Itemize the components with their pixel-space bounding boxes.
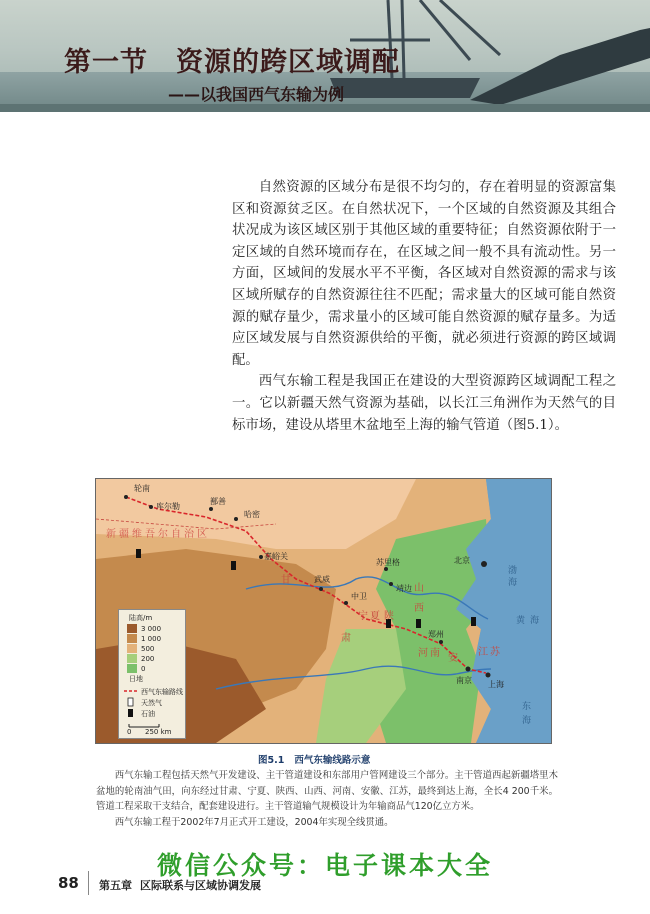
body-paragraph-1: 自然资源的区域分布是很不均匀的，存在着明显的资源富集区和资源贫乏区。在自然状况下，一个区域的自然资源及其组合状况成为该区域区别于其他区域的重要特征；自然资源依附于一定区域的自然环境而存在，在区域之间一般不具有流动性。另一方面，区域间的发展水平不平衡，各区域对自然资源的需求与该区域所赋存的自然资源往往不匹配；需求量大的区域可能自然资源的赋存量少，需求量小的区域可能自然资源的赋存量多。为适应区域发展与自然资源供给的平衡，就必须进行资源的跨区域调配。 xyxy=(232,180,616,368)
map-region-xinjiang: 新疆维吾尔自治区 xyxy=(106,529,210,540)
map-label-zhongwei: 中卫 xyxy=(351,592,367,601)
map-label-kuerle: 库尔勒 xyxy=(156,502,180,511)
map-region-shan: 山 xyxy=(414,583,426,594)
map-sea-bo: 渤 xyxy=(508,566,518,576)
map-label-shanghai: 上海 xyxy=(488,680,504,689)
map-sea-huang: 黄 xyxy=(516,616,526,626)
legend-title: 陆高/m xyxy=(129,614,153,622)
pipeline-map xyxy=(95,478,552,744)
map-region-anhui: 安 xyxy=(448,653,460,664)
map-label-jingbian: 靖边 xyxy=(396,584,412,593)
map-sea-dong-hai: 海 xyxy=(522,716,532,726)
map-region-ningxia: 宁夏 xyxy=(358,611,382,622)
map-label-nanjing: 南京 xyxy=(456,676,472,685)
footer-divider xyxy=(88,871,89,895)
figure-note-2: 西气东输工程于2002年7月正式开工建设，2004年实现全线贯通。 xyxy=(114,816,394,828)
map-legend xyxy=(118,609,186,739)
map-sea-dong: 东 xyxy=(522,702,532,712)
body-paragraph-2: 西气东输工程是我国正在建设的大型资源跨区域调配工程之一。它以新疆天然气资源为基础，以长江三角洲作为天然气的目标市场，建设从塔里木盆地至上海的输气管道（图5.1）。 xyxy=(232,374,616,433)
map-label-zhengzhou: 郑州 xyxy=(428,630,444,639)
legend-below-sea: 日地 xyxy=(129,675,143,683)
map-region-gan: 甘 xyxy=(281,575,293,586)
map-region-shaanxi: 陕 xyxy=(384,611,396,622)
legend-level-1000: 1 000 xyxy=(141,635,162,643)
map-label-jiayuguan: 嘉峪关 xyxy=(264,552,288,561)
figure-note xyxy=(96,768,558,830)
map-label-hami: 哈密 xyxy=(244,510,260,519)
figure-number: 图5.1 xyxy=(258,755,285,766)
map-region-xi: 西 xyxy=(414,603,426,614)
map-label-shanshan: 鄯善 xyxy=(210,497,226,506)
map-region-jiangsu: 江苏 xyxy=(478,647,502,658)
map-label-wuwei: 武威 xyxy=(314,575,330,584)
running-head xyxy=(99,877,261,893)
page-subtitle: ——以我国西气东输为例 xyxy=(168,85,345,104)
body-text xyxy=(232,177,616,436)
map-label-luntai: 轮南 xyxy=(134,484,150,493)
legend-level-0: 0 xyxy=(141,665,146,673)
legend-oil: 石油 xyxy=(141,710,155,718)
watermark-text: 微信公众号：电子课本大全 xyxy=(156,851,493,880)
legend-pipeline: 西气东输路线 xyxy=(141,688,183,696)
map-sea-huang-hai: 海 xyxy=(530,616,540,626)
legend-level-500: 500 xyxy=(141,645,155,653)
running-head-title: 区际联系与区域协调发展 xyxy=(140,879,261,892)
map-sea-bo-hai: 海 xyxy=(508,578,518,588)
map-label-beijing: 北京 xyxy=(454,556,470,565)
legend-level-3000: 3 000 xyxy=(141,625,162,633)
map-label-sulige: 苏里格 xyxy=(376,558,400,567)
map-region-su: 肃 xyxy=(341,633,353,644)
figure-caption-text: 西气东输线路示意 xyxy=(294,755,371,766)
figure-note-1: 西气东输工程包括天然气开发建设、主干管道建设和东部用户管网建设三个部分。主干管道西起新疆塔里木盆地的轮南油气田，向东经过甘肃、宁夏、陕西、山西、河南、安徽、江苏，最终到达上海，全长4 200千米。管道工程采取干支结合，配套建设进行。主干管道输气规模设计为年输商品气120亿立方米。 xyxy=(96,770,558,812)
running-head-chapter: 第五章 xyxy=(99,879,132,892)
page-number: 88 xyxy=(58,874,79,892)
map-region-henan: 河南 xyxy=(418,648,442,659)
header-banner xyxy=(0,0,650,112)
figure-caption xyxy=(258,752,370,766)
legend-scale-zero: 0 xyxy=(127,728,132,736)
legend-scale: 250 km xyxy=(145,728,172,736)
legend-level-200: 200 xyxy=(141,655,155,663)
page-title: 第一节 资源的跨区域调配 xyxy=(64,47,400,78)
legend-gas: 天然气 xyxy=(141,699,162,707)
